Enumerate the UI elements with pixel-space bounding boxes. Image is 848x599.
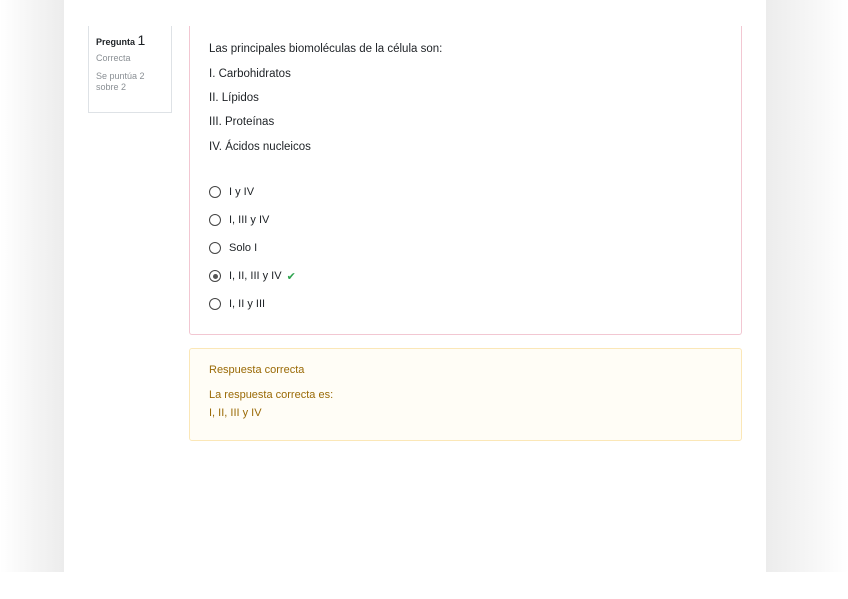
radio-button[interactable] — [209, 242, 221, 254]
answer-options — [209, 178, 296, 318]
answer-option[interactable] — [209, 178, 296, 206]
question-item: IV. Ácidos nucleicos — [209, 141, 311, 153]
question-state: Correcta — [96, 53, 131, 63]
radio-button[interactable] — [209, 298, 221, 310]
feedback-panel — [189, 348, 742, 441]
question-item: III. Proteínas — [209, 116, 275, 128]
radio-button[interactable] — [209, 214, 221, 226]
answer-option-label: I, II, III y IV — [229, 270, 282, 282]
answer-option-label: I, III y IV — [229, 214, 270, 226]
page-background-right — [766, 0, 848, 572]
radio-button[interactable] — [209, 186, 221, 198]
answer-option[interactable] — [209, 290, 296, 318]
question-item: II. Lípidos — [209, 92, 259, 104]
answer-option[interactable] — [209, 206, 296, 234]
question-number — [96, 34, 171, 48]
question-prompt: Las principales biomoléculas de la célula son: — [209, 43, 443, 55]
right-answer-label: La respuesta correcta es: — [209, 389, 334, 401]
answer-option-label: I y IV — [229, 186, 255, 198]
question-grade: Se puntúa 2 sobre 2 — [96, 71, 145, 92]
question-formulation — [189, 26, 742, 335]
question-number-value: 1 — [137, 32, 146, 48]
check-icon: ✔ — [286, 270, 296, 283]
answer-option-label: Solo I — [229, 242, 258, 254]
question-label: Pregunta — [96, 37, 136, 47]
answer-option[interactable] — [209, 234, 296, 262]
radio-button-selected[interactable] — [209, 270, 221, 282]
question-info-panel — [88, 26, 172, 113]
feedback-status: Respuesta correcta — [209, 364, 305, 376]
answer-option-label: I, II y III — [229, 298, 266, 310]
answer-option-selected[interactable] — [209, 262, 296, 290]
right-answer: I, II, III y IV — [209, 407, 262, 419]
question-item: I. Carbohidratos — [209, 68, 291, 80]
page-background-left — [0, 0, 64, 572]
